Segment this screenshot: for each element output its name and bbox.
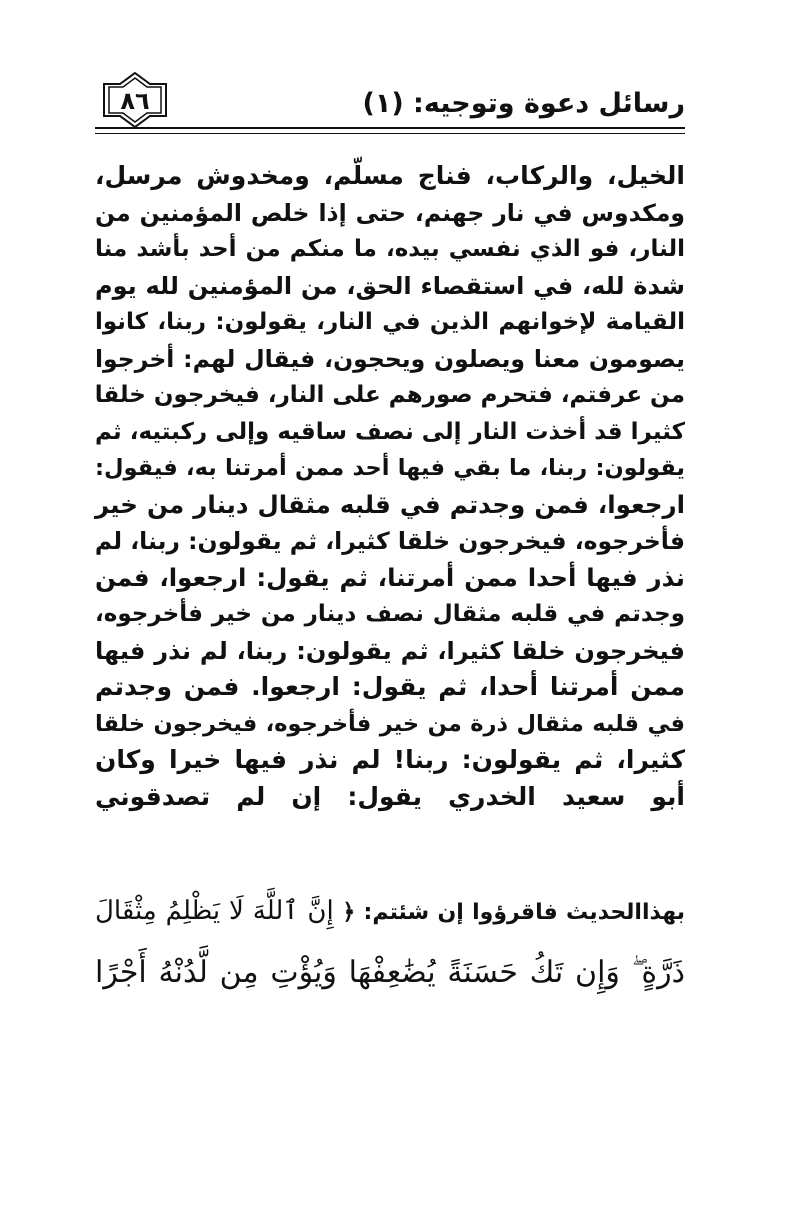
text-line: أبو سعيد الخدري يقول: إن لم تصدقوني [95,781,685,811]
text-line: نذر فيها أحدا ممن أمرتنا، ثم يقول: ارجعوا، فمن [95,562,685,592]
quran-verse [95,880,685,1004]
page-number: ٨٦ [120,87,150,115]
header-rule-thick [95,127,685,129]
text-line: من عرفتم، فتحرم صورهم على النار، فيخرجون خلقا [94,382,685,408]
text-line: النار، فو الذي نفسي بيده، ما منكم من أحد بأشد منا [95,236,685,262]
verse-text: إِنَّ ٱللَّهَ لَا يَظْلِمُ مِثْقَالَ [95,896,334,926]
text-line: شدة لله، في استقصاء الحق، من المؤمنين لله يوم [95,271,685,300]
text-line: فأخرجوه، فيخرجون خلقا كثيرا، ثم يقولون: ربنا، لم [94,527,685,555]
text-line: فيخرجون خلقا كثيرا، ثم يقولون: ربنا، لم نذر فيها [95,636,685,665]
text-line: وجدتم في قلبه مثقال نصف دينار من خير فأخرجوه، [95,601,685,627]
text-line: القيامة لإخوانهم الذين في النار، يقولون: ربنا، كانوا [95,309,685,335]
page-number-badge [100,72,170,128]
text-line: ممن أمرتنا أحدا، ثم يقول: ارجعوا. فمن وجدتم [95,672,685,701]
text-line: يصومون معنا ويصلون ويحجون، فيقال لهم: أخرجوا [95,344,685,373]
text-line: كثيرا، ثم يقولون: ربنا! لم نذر فيها خيرا وكان [95,745,685,774]
text-line: ومكدوس في نار جهنم، حتى إذا خلص المؤمنين من [95,198,685,227]
text-line: الخيل، والركاب، فناج مسلّم، ومخدوش مرسل، [95,161,685,190]
body-text [95,158,685,815]
header-rule-thin [95,133,685,134]
running-title: رسائل دعوة وتوجيه: (١) [362,88,685,119]
page-header [95,72,685,132]
text-line: يقولون: ربنا، ما بقي فيها أحد ممن أمرتنا به، فيقول: [95,455,685,481]
verse-line [95,942,685,1004]
verse-line [95,880,685,942]
text-line: في قلبه مثقال ذرة من خير فأخرجوه، فيخرجون خلقا [95,710,685,737]
verse-lead-text: بهذاالحديث فاقرؤوا إن شئتم: ﴿ [342,900,686,925]
text-line: كثيرا قد أخذت النار إلى نصف ساقيه وإلى ركبتيه، ثم [95,418,685,445]
verse-text: ذَرَّةٍ ۖ وَإِن تَكُ حَسَنَةً يُضَٰعِفْهَا وَيُؤْتِ مِن لَّدُنْهُ أَجْرًا [95,955,685,990]
text-line: ارجعوا، فمن وجدتم في قلبه مثقال دينار من خير [95,489,685,519]
